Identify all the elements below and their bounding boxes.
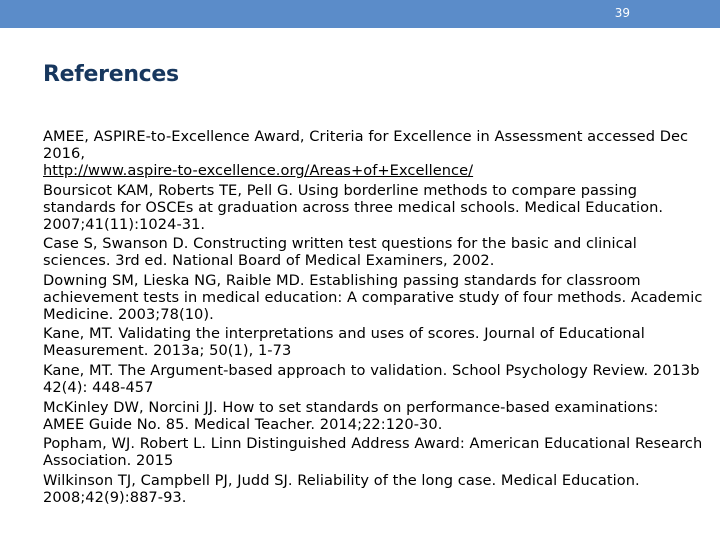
reference-link[interactable]: http://www.aspire-to-excellence.org/Areas+of+Excellence/ — [43, 162, 474, 179]
page-title: References — [43, 62, 179, 87]
reference-item: Kane, MT. Validating the interpretations and uses of scores. Journal of Educational Measurement. 2013a; 50(1), 1-73 — [43, 325, 645, 360]
page-number: 39 — [614, 6, 630, 20]
reference-item: Kane, MT. The Argument-based approach to validation. School Psychology Review. 2013b 42(4): 448-457 — [43, 361, 700, 396]
reference-item: Boursicot KAM, Roberts TE, Pell G. Using borderline methods to compare passing standards for OSCEs at graduation across three medical schools. Medical Education. 2007;41(11):1024-31. — [43, 181, 664, 233]
reference-item: Wilkinson TJ, Campbell PJ, Judd SJ. Reliability of the long case. Medical Education. 2008;42(9):887-93. — [43, 471, 640, 506]
header-bar — [0, 0, 720, 28]
reference-text: AMEE, ASPIRE-to-Excellence Award, Criteria for Excellence in Assessment accessed Dec 2016, — [43, 128, 689, 162]
reference-item: McKinley DW, Norcini JJ. How to set standards on performance-based examinations: AMEE Guide No. 85. Medical Teacher. 2014;22:120-30. — [43, 398, 659, 433]
reference-item — [43, 128, 703, 179]
reference-item: Popham, WJ. Robert L. Linn Distinguished Address Award: American Educational Research Association. 2015 — [43, 435, 703, 470]
reference-list — [43, 128, 703, 508]
reference-item: Case S, Swanson D. Constructing written test questions for the basic and clinical sciences. 3rd ed. National Board of Medical Examiners, 2002. — [43, 235, 637, 270]
reference-item: Downing SM, Lieska NG, Raible MD. Establishing passing standards for classroom achievement tests in medical education: A comparative study of four methods. Academic Medicine. 2003;78(10). — [43, 271, 703, 323]
